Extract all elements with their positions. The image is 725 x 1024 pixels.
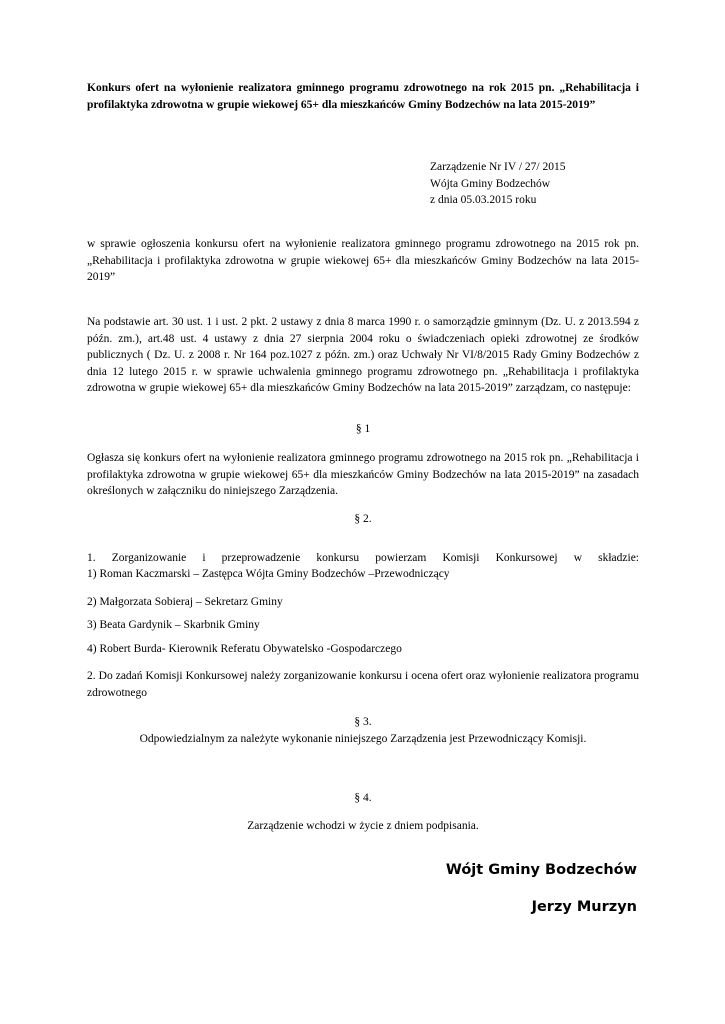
section-2-point-2: 2. Do zadań Komisji Konkursowej należy zorganizowanie konkursu i ocena ofert oraz wyłonienie realizatora programu zdrowotnego <box>87 670 639 699</box>
section-1-text: Ogłasza się konkurs ofert na wyłonienie realizatora gminnego programu zdrowotnego na 2015 rok pn. „Rehabilitacja i profilaktyka zdrowotna w grupie wiekowej 65+ dla mieszkańców Gminy Bodzechów na lata 2015-2019” na zasadach określonych w załączniku do niniejszego Zarządzenia. <box>87 452 639 497</box>
signature-title: Wójt Gminy Bodzechów <box>445 862 637 878</box>
order-issuer: Wójta Gminy Bodzechów <box>430 177 551 190</box>
section-4-text: Zarządzenie wchodzi w życie z dniem podpisania. <box>247 820 479 832</box>
commission-member: 3) Beata Gardynik – Skarbnik Gminy <box>87 619 260 631</box>
section-1-heading: § 1 <box>355 423 371 435</box>
section-2-intro: 1. Zorganizowanie i przeprowadzenie konkursu powierzam Komisji Konkursowej w składzie: <box>87 552 639 564</box>
commission-member: 1) Roman Kaczmarski – Zastępca Wójta Gminy Bodzechów –Przewodniczący <box>87 568 450 580</box>
section-3-heading: § 3. <box>354 716 372 728</box>
order-header <box>430 159 650 209</box>
commission-member: 2) Małgorzata Sobieraj – Sekretarz Gminy <box>87 596 283 608</box>
section-3-text: Odpowiedzialnym za należyte wykonanie niniejszego Zarządzenia jest Przewodniczący Komisji. <box>139 733 587 745</box>
commission-member: 4) Robert Burda- Kierownik Referatu Obywatelsko -Gospodarczego <box>87 643 402 655</box>
order-number: Zarządzenie Nr IV / 27/ 2015 <box>430 161 566 173</box>
order-date: z dnia 05.03.2015 roku <box>430 194 537 206</box>
document-title: Konkurs ofert na wyłonienie realizatora gminnego programu zdrowotnego na rok 2015 pn. „Rehabilitacja i profilaktyka zdrowotna w grupie wiekowej 65+ dla mieszkańców Gminy Bodzechów na lata 2015-2019” <box>87 82 639 111</box>
section-2-heading: § 2. <box>354 513 372 525</box>
section-4-heading: § 4. <box>354 792 372 804</box>
legal-basis: Na podstawie art. 30 ust. 1 i ust. 2 pkt. 2 ustawy z dnia 8 marca 1990 r. o samorządzie gminnym (Dz. U. z 2013.594 z późn. zm.), art.48 ust. 4 ustawy z dnia 27 sierpnia 2004 roku o świadczeniach opieki zdrowotnej ze środków publicznych ( Dz. U. z 2008 r. Nr 164 poz.1027 z późn. zm.) oraz Uchwały Nr VI/8/2015 Rady Gminy Bodzechów z dnia 12 lutego 2015 r. w sprawie uchwalenia gminnego programu zdrowotnego pn. „Rehabilitacja i profilaktyka zdrowotna w grupie wiekowej 65+ dla mieszkańców Gminy Bodzechów na lata 2015-2019” zarządzam, co następuje: <box>87 316 639 394</box>
order-subject: w sprawie ogłoszenia konkursu ofert na wyłonienie realizatora gminnego programu zdrowotnego na 2015 rok pn. „Rehabilitacja i profilaktyka zdrowotna w grupie wiekowej 65+ dla mieszkańców Gminy Bodzechów na lata 2015-2019” <box>87 238 639 283</box>
signature-name: Jerzy Murzyn <box>531 899 637 915</box>
